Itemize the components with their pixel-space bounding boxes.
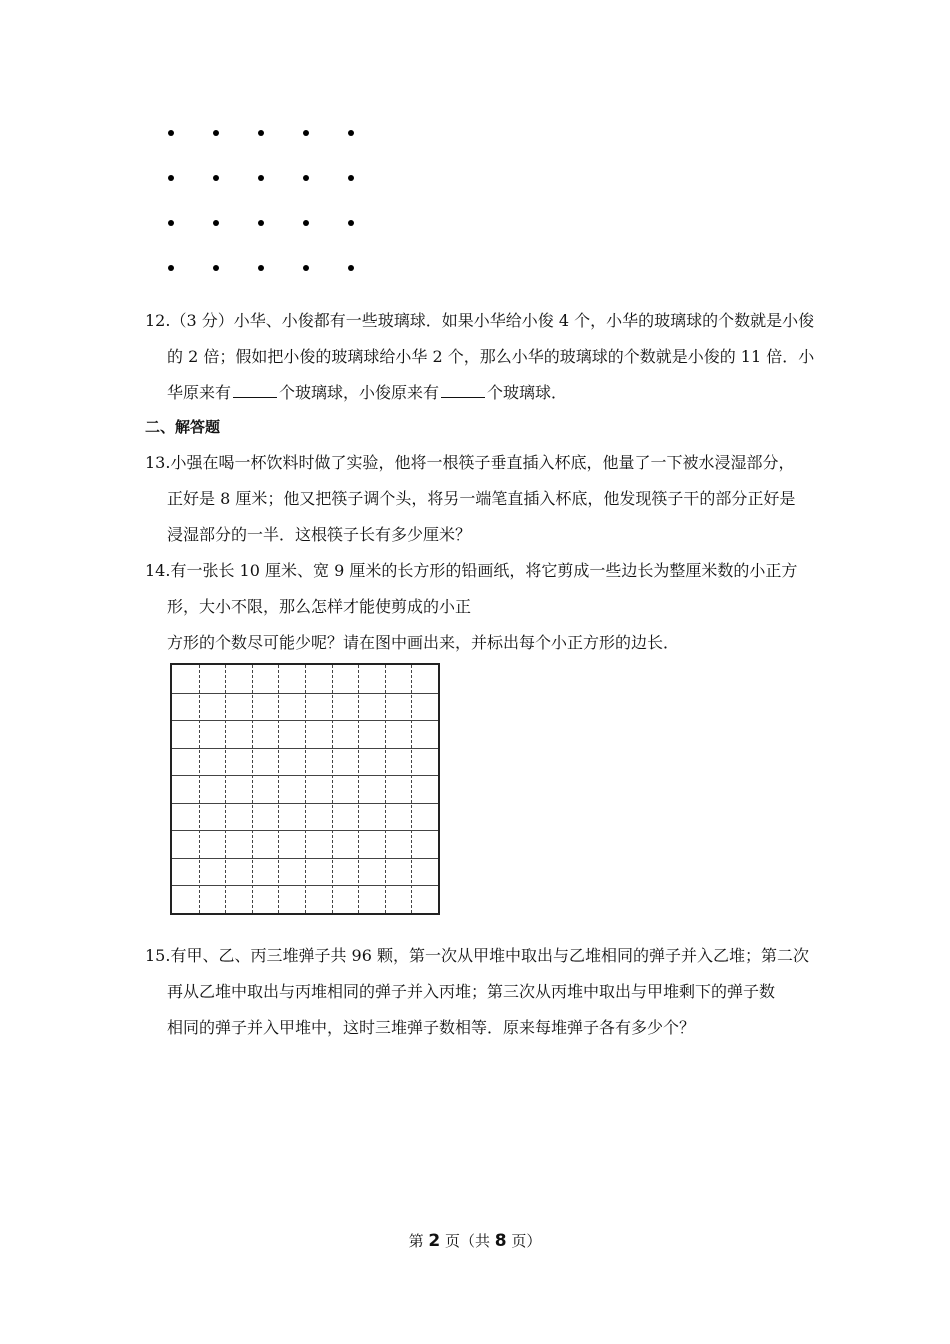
grid-dot: [348, 130, 354, 136]
grid-dot: [303, 220, 309, 226]
grid-paper-figure: [170, 663, 440, 915]
question-12-line-1: [145, 303, 815, 339]
question-12-line-3: [145, 375, 815, 411]
question-15-line-2: 再从乙堆中取出与丙堆相同的弹子并入丙堆；第三次从丙堆中取出与甲堆剩下的弹子数: [167, 982, 776, 1001]
grid-horizontal-line: [172, 830, 438, 831]
question-score: （3 分）: [170, 311, 234, 330]
grid-dot: [303, 130, 309, 136]
grid-dot: [258, 130, 264, 136]
question-12-line-2: 的 2 倍；假如把小俊的玻璃球给小华 2 个，那么小华的玻璃球的个数就是小俊的 11 倍．小: [167, 347, 815, 366]
question-14-line-2: 形，大小不限，那么怎样才能使剪成的小正: [167, 597, 472, 616]
grid-horizontal-line: [172, 885, 438, 886]
question-text: 个玻璃球，小俊原来有: [279, 383, 440, 402]
grid-dot: [303, 265, 309, 271]
grid-dot: [168, 265, 174, 271]
question-15-line-1: [145, 938, 815, 974]
question-text: 有甲、乙、丙三堆弹子共 96 颗，第一次从甲堆中取出与乙堆相同的弹子并入乙堆；第二次: [170, 946, 809, 965]
question-14-line-1: [145, 553, 815, 589]
question-14-line-3: 方形的个数尽可能少呢？请在图中画出来，并标出每个小正方形的边长．: [167, 633, 680, 652]
question-15-line-3: 相同的弹子并入甲堆中，这时三堆弹子数相等．原来每堆弹子各有多少个？: [167, 1018, 696, 1037]
footer-text: 页（共: [440, 1232, 495, 1250]
question-13: [145, 445, 815, 553]
page-number: 2: [428, 1231, 441, 1251]
grid-dot: [258, 265, 264, 271]
question-number: 13.: [145, 453, 171, 472]
question-13-line-1: [145, 445, 815, 481]
grid-vertical-line: [411, 665, 412, 913]
grid-vertical-line: [305, 665, 306, 913]
grid-dot: [348, 175, 354, 181]
grid-dot: [213, 175, 219, 181]
question-text: 个玻璃球．: [487, 383, 568, 402]
grid-dot: [258, 175, 264, 181]
grid-vertical-line: [252, 665, 253, 913]
grid-dot: [258, 220, 264, 226]
grid-vertical-line: [358, 665, 359, 913]
answer-blank-2[interactable]: [441, 383, 485, 398]
answer-blank-1[interactable]: [233, 383, 277, 398]
question-number: 12.: [145, 311, 171, 330]
grid-dot: [213, 220, 219, 226]
question-15: [145, 938, 815, 1046]
grid-horizontal-line: [172, 720, 438, 721]
question-text: 小强在喝一杯饮料时做了实验，他将一根筷子垂直插入杯底，他量了一下被水浸湿部分，: [170, 453, 795, 472]
page-footer: [0, 1230, 950, 1251]
question-13-line-3: 浸湿部分的一半．这根筷子长有多少厘米？: [167, 525, 472, 544]
question-number: 15.: [145, 946, 171, 965]
question-number: 14.: [145, 561, 171, 580]
grid-vertical-line: [332, 665, 333, 913]
question-text: 华原来有: [167, 383, 232, 402]
grid-dot: [168, 220, 174, 226]
grid-horizontal-line: [172, 693, 438, 694]
grid-vertical-line: [199, 665, 200, 913]
page-total: 8: [494, 1231, 507, 1251]
grid-horizontal-line: [172, 748, 438, 749]
grid-vertical-line: [225, 665, 226, 913]
grid-dot: [213, 265, 219, 271]
dot-grid-figure: [165, 125, 365, 275]
section-heading: 二、解答题: [145, 418, 221, 436]
grid-dot: [213, 130, 219, 136]
grid-vertical-line: [278, 665, 279, 913]
question-text: 小华、小俊都有一些玻璃球．如果小华给小俊 4 个，小华的玻璃球的个数就是小俊: [233, 311, 815, 330]
footer-text: 第: [408, 1232, 429, 1250]
grid-dot: [303, 175, 309, 181]
question-13-line-2: 正好是 8 厘米；他又把筷子调个头，将另一端笔直插入杯底，他发现筷子干的部分正好是: [167, 489, 796, 508]
question-14: [145, 553, 815, 661]
grid-dot: [168, 130, 174, 136]
question-text: 有一张长 10 厘米、宽 9 厘米的长方形的铅画纸，将它剪成一些边长为整厘米数的小正方: [170, 561, 798, 580]
footer-text: 页）: [506, 1232, 542, 1250]
grid-horizontal-line: [172, 858, 438, 859]
grid-dot: [348, 220, 354, 226]
question-12: [145, 303, 815, 411]
grid-vertical-line: [385, 665, 386, 913]
grid-dot: [168, 175, 174, 181]
grid-horizontal-line: [172, 775, 438, 776]
grid-dot: [348, 265, 354, 271]
grid-horizontal-line: [172, 803, 438, 804]
